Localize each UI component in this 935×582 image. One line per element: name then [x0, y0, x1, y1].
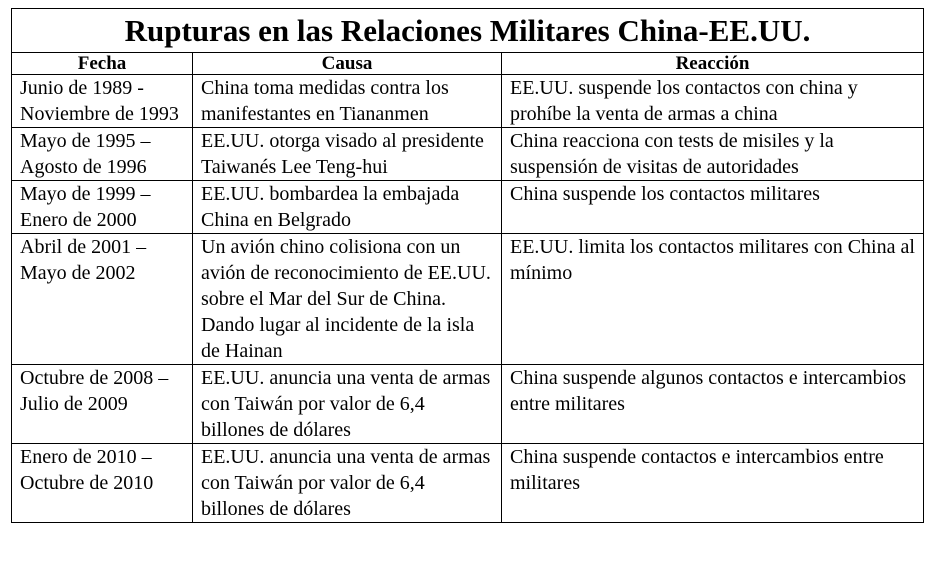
header-causa: Causa [193, 53, 502, 75]
title-row [12, 9, 924, 53]
header-fecha: Fecha [12, 53, 193, 75]
cell-causa: EE.UU. anuncia una venta de armas con Taiwán por valor de 6,4 billones de dólares [193, 365, 502, 444]
cell-fecha: Octubre de 2008 – Julio de 2009 [12, 365, 193, 444]
table-row [12, 181, 924, 234]
cell-fecha: Enero de 2010 – Octubre de 2010 [12, 444, 193, 523]
cell-causa: EE.UU. bombardea la embajada China en Belgrado [193, 181, 502, 234]
table-row [12, 444, 924, 523]
cell-fecha: Mayo de 1995 – Agosto de 1996 [12, 128, 193, 181]
table-row [12, 234, 924, 365]
cell-reaccion: China reacciona con tests de misiles y la suspensión de visitas de autoridades [502, 128, 924, 181]
cell-reaccion: China suspende los contactos militares [502, 181, 924, 234]
cell-reaccion: China suspende algunos contactos e intercambios entre militares [502, 365, 924, 444]
table-title: Rupturas en las Relaciones Militares China-EE.UU. [12, 9, 924, 53]
cell-reaccion: EE.UU. limita los contactos militares con China al mínimo [502, 234, 924, 365]
ruptures-table [11, 8, 924, 523]
cell-fecha: Abril de 2001 – Mayo de 2002 [12, 234, 193, 365]
table-row [12, 128, 924, 181]
cell-causa: EE.UU. anuncia una venta de armas con Taiwán por valor de 6,4 billones de dólares [193, 444, 502, 523]
cell-reaccion: China suspende contactos e intercambios entre militares [502, 444, 924, 523]
cell-causa: EE.UU. otorga visado al presidente Taiwanés Lee Teng-hui [193, 128, 502, 181]
table-row [12, 365, 924, 444]
cell-causa: Un avión chino colisiona con un avión de reconocimiento de EE.UU. sobre el Mar del Sur de China. Dando lugar al incidente de la isla de Hainan [193, 234, 502, 365]
cell-fecha: Junio de 1989 - Noviembre de 1993 [12, 75, 193, 128]
document-table-wrapper [11, 8, 923, 523]
cell-causa: China toma medidas contra los manifestantes en Tiananmen [193, 75, 502, 128]
table-row [12, 75, 924, 128]
header-reaccion: Reacción [502, 53, 924, 75]
cell-fecha: Mayo de 1999 – Enero de 2000 [12, 181, 193, 234]
header-row [12, 53, 924, 75]
cell-reaccion: EE.UU. suspende los contactos con china y prohíbe la venta de armas a china [502, 75, 924, 128]
